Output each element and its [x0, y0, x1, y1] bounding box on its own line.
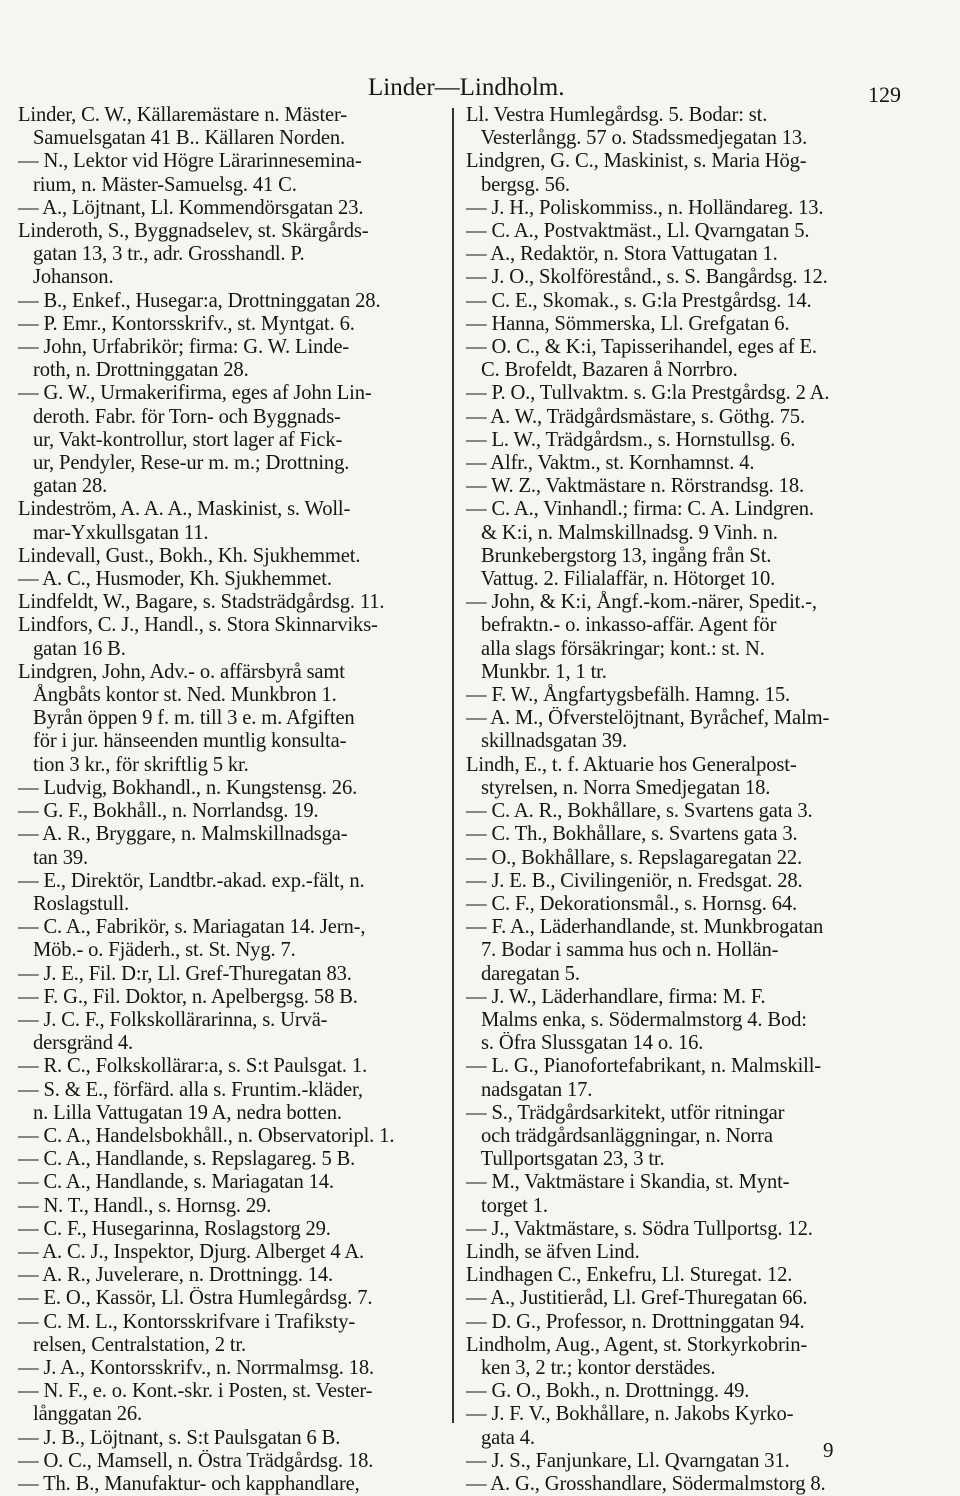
directory-line: — C. F., Husegarinna, Roslagstorg 29.	[18, 1217, 331, 1240]
directory-line: dersgränd 4.	[18, 1032, 133, 1055]
directory-line: — Hanna, Sömmerska, Ll. Grefgatan 6.	[466, 312, 790, 335]
running-head: Linder—Lindholm.	[368, 74, 565, 101]
directory-line: — R. C., Folkskollärar:a, s. S:t Paulsgat. 1.	[18, 1055, 368, 1078]
directory-line: — C. A., Handlande, s. Mariagatan 14.	[18, 1171, 334, 1194]
directory-line: Linderoth, S., Byggnadselev, st. Skärgårds-	[18, 220, 369, 243]
directory-line: — John, & K:i, Ångf.-kom.-närer, Spedit.-,	[466, 591, 817, 614]
directory-line: ur, Vakt-kontrollur, stort lager af Fick-	[18, 428, 343, 451]
directory-line: Byrån öppen 9 f. m. till 3 e. m. Afgiften	[18, 707, 355, 730]
right-column	[466, 104, 916, 1496]
directory-line: Lindh, E., t. f. Aktuarie hos Generalpost-	[466, 753, 797, 776]
directory-line: — F. A., Läderhandlande, st. Munkbrogatan	[466, 916, 824, 939]
directory-line: — P. Emr., Kontorsskrifv., st. Myntgat. 6.	[18, 312, 355, 335]
directory-line: Munkbr. 1, 1 tr.	[466, 660, 607, 683]
directory-line: — J. W., Läderhandlare, firma: M. F.	[466, 985, 766, 1008]
directory-line: Lindholm, Aug., Agent, st. Storkyrkobrin-	[466, 1333, 808, 1356]
directory-line: Lindfeldt, W., Bagare, s. Stadsträdgårdsg. 11.	[18, 591, 385, 614]
directory-line: gatan 13, 3 tr., adr. Grosshandl. P.	[18, 243, 305, 266]
directory-line: — C. A., Vinhandl.; firma: C. A. Lindgren.	[466, 498, 814, 521]
directory-line: torget 1.	[466, 1194, 548, 1217]
directory-line: Roslagstull.	[18, 892, 130, 915]
directory-line: — F. W., Ångfartygsbefälh. Hamng. 15.	[466, 684, 790, 707]
directory-line: Lindevall, Gust., Bokh., Kh. Sjukhemmet.	[18, 544, 361, 567]
directory-line: — G. W., Urmakerifirma, eges af John Lin-	[18, 382, 372, 405]
directory-line: — C. Th., Bokhållare, s. Svartens gata 3.	[466, 823, 798, 846]
directory-line: och trädgårdsanläggningar, n. Norra	[466, 1124, 773, 1147]
page-number: 129	[868, 82, 901, 107]
directory-line: — J. E. B., Civilingeniör, n. Fredsgat. 28.	[466, 869, 803, 892]
directory-line: — J. F. V., Bokhållare, n. Jakobs Kyrko-	[466, 1403, 794, 1426]
directory-line: — S. & E., förfärd. alla s. Fruntim.-kläder,	[18, 1078, 363, 1101]
directory-line: — J., Vaktmästare, s. Södra Tullportsg. 12.	[466, 1217, 813, 1240]
directory-line: — A., Redaktör, n. Stora Vattugatan 1.	[466, 243, 778, 266]
directory-line: — G. F., Bokhåll., n. Norrlandsg. 19.	[18, 800, 319, 823]
directory-line: — A. C. J., Inspektor, Djurg. Alberget 4 A.	[18, 1240, 365, 1263]
left-column	[18, 104, 450, 1496]
directory-line: — O. C., & K:i, Tapisserihandel, eges af E.	[466, 336, 817, 359]
directory-line: — W. Z., Vaktmästare n. Rörstrandsg. 18.	[466, 475, 804, 498]
directory-line: Malms enka, s. Södermalmstorg 4. Bod:	[466, 1008, 807, 1031]
directory-line: — L. W., Trädgårdsm., s. Hornstullsg. 6.	[466, 428, 796, 451]
directory-line: gata 4.	[466, 1426, 535, 1449]
directory-line: tan 39.	[18, 846, 88, 869]
directory-line: n. Lilla Vattugatan 19 A, nedra botten.	[18, 1101, 342, 1124]
directory-line: — O., Bokhållare, s. Repslagaregatan 22.	[466, 846, 802, 869]
directory-line: — J. A., Kontorsskrifv., n. Norrmalmsg. 18.	[18, 1356, 375, 1379]
directory-line: — C. A., Postvaktmäst., Ll. Qvarngatan 5.	[466, 220, 810, 243]
directory-line: — John, Urfabrikör; firma: G. W. Linde-	[18, 336, 350, 359]
directory-line: daregatan 5.	[466, 962, 580, 985]
directory-line: nadsgatan 17.	[466, 1078, 593, 1101]
directory-line: — C. M. L., Kontorsskrifvare i Trafiksty-	[18, 1310, 356, 1333]
directory-line: Johanson.	[18, 266, 114, 289]
directory-line: Möb.- o. Fjäderh., st. St. Nyg. 7.	[18, 939, 296, 962]
directory-line: — C. A., Handelsbokhåll., n. Observatoripl. 1.	[18, 1124, 395, 1147]
directory-line: — C. F., Dekorationsmål., s. Hornsg. 64.	[466, 892, 797, 915]
directory-line: alla slags försäkringar; kont.: st. N.	[466, 637, 765, 660]
directory-line: Lindhagen C., Enkefru, Ll. Sturegat. 12.	[466, 1264, 793, 1287]
directory-line: rium, n. Mäster-Samuelsg. 41 C.	[18, 173, 297, 196]
directory-line: 7. Bodar i samma hus och n. Hollän-	[466, 939, 779, 962]
directory-line: Vesterlångg. 57 o. Stadssmedjegatan 13.	[466, 127, 808, 150]
directory-line: deroth. Fabr. för Torn- och Byggnads-	[18, 405, 341, 428]
directory-line: — M., Vaktmästare i Skandia, st. Mynt-	[466, 1171, 790, 1194]
directory-line: — F. G., Fil. Doktor, n. Apelbergsg. 58 B.	[18, 985, 358, 1008]
directory-line: Ll. Vestra Humlegårdsg. 5. Bodar: st.	[466, 104, 768, 126]
directory-line: — G. O., Bokh., n. Drottningg. 49.	[466, 1380, 750, 1403]
directory-line: & K:i, n. Malmskillnadsg. 9 Vinh. n.	[466, 521, 778, 544]
directory-line: — D. G., Professor, n. Drottninggatan 94.	[466, 1310, 805, 1333]
directory-line: — J. E., Fil. D:r, Ll. Gref-Thuregatan 83.	[18, 962, 352, 985]
directory-line: — P. O., Tullvaktm. s. G:la Prestgårdsg. 2 A.	[466, 382, 830, 405]
directory-line: C. Brofeldt, Bazaren å Norrbro.	[466, 359, 738, 382]
directory-line: — C. E., Skomak., s. G:la Prestgårdsg. 14.	[466, 289, 812, 312]
directory-line: — E., Direktör, Landtbr.-akad. exp.-fält, n.	[18, 869, 365, 892]
directory-line: — J. C. F., Folkskollärarinna, s. Urvä-	[18, 1008, 328, 1031]
directory-line: — C. A., Handlande, s. Repslagareg. 5 B.	[18, 1148, 356, 1171]
directory-line: — L. G., Pianofortefabrikant, n. Malmskill-	[466, 1055, 822, 1078]
directory-line: ur, Pendyler, Rese-ur m. m.; Drottning.	[18, 452, 350, 475]
directory-line: Lindfors, C. J., Handl., s. Stora Skinnarviks-	[18, 614, 378, 637]
directory-line: — B., Enkef., Husegar:a, Drottninggatan 28.	[18, 289, 381, 312]
directory-line: Lindh, se äfven Lind.	[466, 1240, 640, 1263]
directory-line: — Th. B., Manufaktur- och kapphandlare,	[18, 1472, 360, 1495]
directory-line: — S., Trädgårdsarkitekt, utför ritningar	[466, 1101, 785, 1124]
directory-line: Lindgren, G. C., Maskinist, s. Maria Hög-	[466, 150, 807, 173]
directory-line: roth, n. Drottninggatan 28.	[18, 359, 249, 382]
directory-line: Lindeström, A. A. A., Maskinist, s. Woll-	[18, 498, 351, 521]
directory-line: — N. F., e. o. Kont.-skr. i Posten, st. Vester-	[18, 1380, 373, 1403]
directory-line: befraktn.- o. inkasso-affär. Agent för	[466, 614, 777, 637]
directory-line: — A. G., Grosshandlare, Södermalmstorg 8.	[466, 1472, 826, 1495]
directory-line: mar-Yxkullsgatan 11.	[18, 521, 209, 544]
directory-line: — A. R., Juvelerare, n. Drottningg. 14.	[18, 1264, 334, 1287]
directory-line: bergsg. 56.	[466, 173, 570, 196]
directory-line: — O. C., Mamsell, n. Östra Trädgårdsg. 18.	[18, 1449, 374, 1472]
directory-line: styrelsen, n. Norra Smedjegatan 18.	[466, 776, 771, 799]
directory-line: — A. R., Bryggare, n. Malmskillnadsga-	[18, 823, 348, 846]
directory-line: — C. A. R., Bokhållare, s. Svartens gata 3.	[466, 800, 813, 823]
directory-line: — A. W., Trädgårdsmästare, s. Göthg. 75.	[466, 405, 805, 428]
column-rule	[452, 108, 454, 1423]
directory-line: långgatan 26.	[18, 1403, 142, 1426]
directory-line: s. Öfra Slussgatan 14 o. 16.	[466, 1032, 704, 1055]
signature-mark: 9	[823, 1438, 834, 1462]
directory-line: — A., Justitieråd, Ll. Gref-Thuregatan 66.	[466, 1287, 808, 1310]
directory-line: Tullportsgatan 23, 3 tr.	[466, 1148, 665, 1171]
directory-line: Linder, C. W., Källaremästare n. Mäster-	[18, 104, 348, 126]
directory-line: — J. H., Poliskommiss., n. Holländareg. 13.	[466, 196, 824, 219]
directory-line: — E. O., Kassör, Ll. Östra Humlegårdsg. 7.	[18, 1287, 373, 1310]
directory-line: — N., Lektor vid Högre Lärarinnesemina-	[18, 150, 362, 173]
directory-line: tion 3 kr., för skriftlig 5 kr.	[18, 753, 249, 776]
directory-line: gatan 28.	[18, 475, 108, 498]
directory-line: Ångbåts kontor st. Ned. Munkbron 1.	[18, 684, 337, 707]
directory-line: — A. M., Öfverstelöjtnant, Byråchef, Malm-	[466, 707, 830, 730]
directory-line: ken 3, 2 tr.; kontor derstädes.	[466, 1356, 716, 1379]
directory-line: — J. O., Skolförestånd., s. S. Bangårdsg. 12.	[466, 266, 828, 289]
directory-line: relsen, Centralstation, 2 tr.	[18, 1333, 246, 1356]
directory-line: — A. C., Husmoder, Kh. Sjukhemmet.	[18, 568, 332, 591]
directory-line: — N. T., Handl., s. Hornsg. 29.	[18, 1194, 272, 1217]
directory-line: — J. B., Löjtnant, s. S:t Paulsgatan 6 B.	[18, 1426, 341, 1449]
directory-line: — Ludvig, Bokhandl., n. Kungstensg. 26.	[18, 776, 358, 799]
directory-line: — J. S., Fanjunkare, Ll. Qvarngatan 31.	[466, 1449, 790, 1472]
directory-line: för i jur. hänseenden muntlig konsulta-	[18, 730, 347, 753]
directory-line: Brunkebergstorg 13, ingång från St.	[466, 544, 772, 567]
directory-line: — C. A., Fabrikör, s. Mariagatan 14. Jern-,	[18, 916, 366, 939]
directory-line: gatan 16 B.	[18, 637, 126, 660]
directory-line: — A., Löjtnant, Ll. Kommendörsgatan 23.	[18, 196, 364, 219]
directory-line: Lindgren, John, Adv.- o. affärsbyrå samt	[18, 660, 345, 683]
directory-line: Samuelsgatan 41 B.. Källaren Norden.	[18, 127, 345, 150]
directory-line: — Alfr., Vaktm., st. Kornhamnst. 4.	[466, 452, 755, 475]
directory-line: skillnadsgatan 39.	[466, 730, 628, 753]
directory-line: Vattug. 2. Filialaffär, n. Hötorget 10.	[466, 568, 776, 591]
